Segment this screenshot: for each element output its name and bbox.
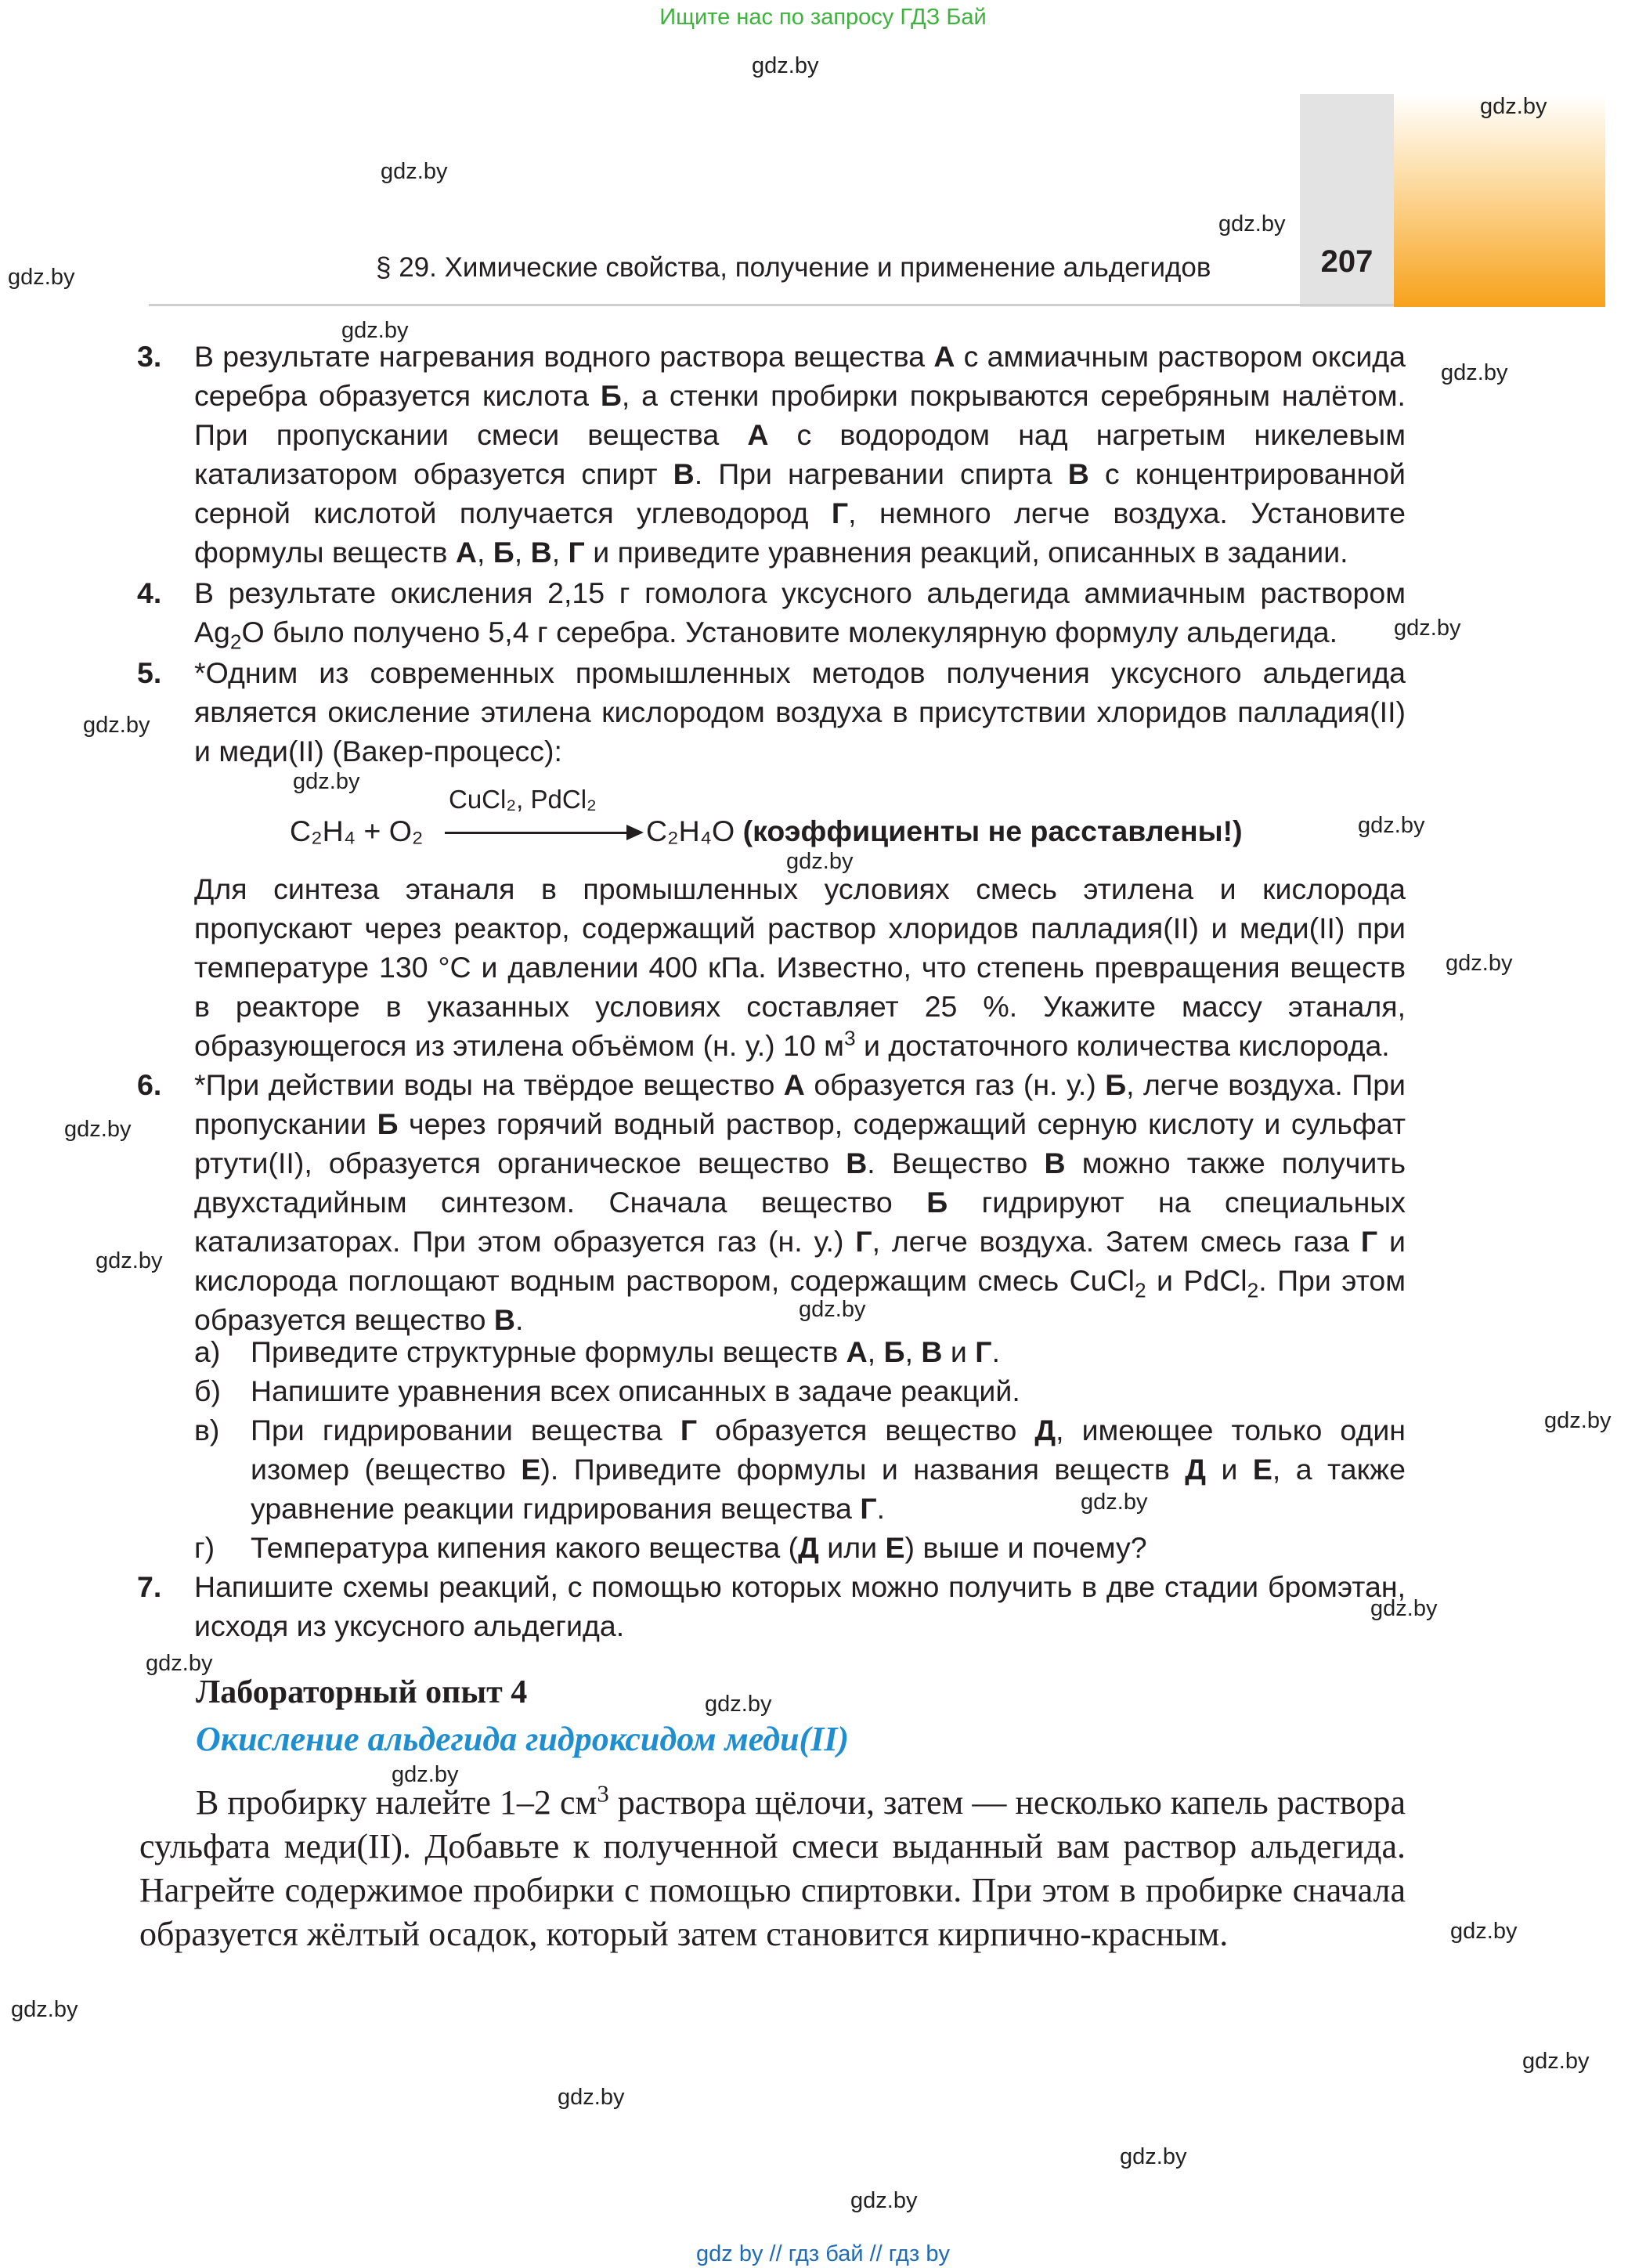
watermark: gdz.by — [381, 159, 448, 184]
watermark: gdz.by — [1522, 2049, 1590, 2074]
watermark: gdz.by — [83, 713, 150, 738]
watermark: gdz.by — [786, 849, 854, 874]
watermark: gdz.by — [1394, 616, 1461, 641]
task-6-item-a: а) Приведите структурные формулы веществ А, Б, В и Г. — [194, 1335, 1000, 1368]
watermark: gdz.by — [1544, 1408, 1612, 1433]
watermark: gdz.by — [1081, 1490, 1148, 1515]
watermark: gdz.by — [1358, 813, 1425, 838]
task-text: Напишите схемы реакций, с помощью которых можно получить в две стадии бромэтан, исходя из уксусного альдегида. — [194, 1570, 1406, 1642]
header-divider — [149, 304, 1394, 306]
task-3 — [137, 337, 1406, 572]
watermark: gdz.by — [146, 1651, 213, 1676]
lab-title: Лабораторный опыт 4 — [196, 1674, 528, 1710]
task-text: В результате нагревания водного раствора вещества А с аммиачным раствором оксида серебра образуется кислота Б, а стенки пробирки покрываются серебряным налётом. При пропускании смеси вещества А с водородом над нагретым никелевым катализатором образуется спирт В. При нагревании спирта В с концентрированной серной кислотой получается углеводород Г, немного легче воздуха. Установите формулы веществ А, Б, В, Г и приведите уравнения реакций, описанных в задании. — [194, 340, 1406, 569]
reaction-arrow — [445, 832, 637, 834]
task-text: *При действии воды на твёрдое вещество А образуется газ (н. у.) Б, легче воздуха. При пропускании Б через горячий водный раствор, содержащий серную кислоту и сульфат ртути(II), образуется органическое вещество В. Вещество В можно также получить двухстадийным синтезом. Сначала вещество Б гидрируют на специальных катализаторах. При этом образуется газ (н. у.) Г, легче воздуха. Затем смесь газа Г и кислорода поглощают водным раствором, содержащим смесь CuCl$_2$ и PdCl$_2$. При этом образуется вещество В. — [194, 1068, 1406, 1336]
watermark: gdz.by — [341, 318, 409, 343]
watermark: gdz.by — [1120, 2144, 1187, 2169]
watermark: gdz.by — [558, 2085, 625, 2110]
task-number: 7. — [137, 1570, 162, 1603]
watermark: gdz.by — [96, 1248, 163, 1273]
task-number: 3. — [137, 340, 162, 373]
task-number: 4. — [137, 576, 162, 609]
watermark: gdz.by — [11, 1997, 78, 2022]
task-5 — [137, 653, 1406, 771]
task-number: 6. — [137, 1068, 162, 1101]
equation-catalyst: CuCl₂, PdCl₂ — [449, 785, 597, 814]
task-6-item-g: г) Температура кипения какого вещества (Д или Е) выше и почему? — [194, 1531, 1147, 1564]
running-title: § 29. Химические свойства, получение и применение альдегидов — [376, 252, 1211, 283]
task-5-continued — [137, 869, 1406, 1065]
task-number: 5. — [137, 656, 162, 689]
watermark: gdz.by — [1446, 951, 1513, 976]
task-6 — [137, 1065, 1406, 1339]
footer-links[interactable]: gdz by // гдз бай // гдз by — [696, 2241, 950, 2266]
chapter-color-tab — [1394, 94, 1605, 307]
site-banner[interactable]: Ищите нас по запросу ГДЗ Бай — [659, 5, 987, 30]
page-number: 207 — [1320, 244, 1373, 279]
equation-products: C₂H₄O (коэффициенты не расставлены!) — [646, 814, 1243, 847]
watermark: gdz.by — [1450, 1919, 1518, 1944]
task-text: *Одним из современных промышленных методов получения уксусного альдегида является окисление этилена кислородом воздуха в присутствии хлоридов палладия(II) и меди(II) (Вакер-процесс): — [194, 656, 1406, 767]
watermark: gdz.by — [1370, 1596, 1438, 1621]
watermark: gdz.by — [1480, 94, 1547, 119]
watermark: gdz.by — [1441, 360, 1508, 385]
task-6-item-b: б) Напишите уравнения всех описанных в задаче реакций. — [194, 1374, 1020, 1407]
task-7 — [137, 1567, 1406, 1645]
watermark: gdz.by — [293, 769, 360, 794]
watermark: gdz.by — [64, 1117, 132, 1142]
task-text: В результате окисления 2,15 г гомолога уксусного альдегида аммиачным раствором $Ag_2O$ было получено 5,4 г серебра. Установите молекулярную формулу альдегида. — [194, 576, 1406, 654]
watermark: gdz.by — [799, 1297, 866, 1322]
watermark: gdz.by — [752, 53, 819, 78]
task-4 — [137, 573, 1406, 652]
watermark: gdz.by — [8, 265, 75, 290]
task-6-item-v: в) При гидрировании вещества Г образуется вещество Д, имеющее только один изомер (вещество Е). Приведите формулы и названия веществ Д и Е, а также уравнение реакции гидрирования вещества Г. — [194, 1414, 1406, 1525]
watermark: gdz.by — [1218, 211, 1286, 237]
watermark: gdz.by — [392, 1762, 459, 1787]
reaction-arrow-head — [626, 825, 644, 840]
equation-note: (коэффициенты не расставлены!) — [742, 814, 1243, 847]
lab-text: В пробирку налейте 1–2 $см^3$ раствора щёлочи, затем — несколько капель раствора сульфата меди(II). Добавьте к полученной смеси выданный вам раствор альдегида. Нагрейте содержимое пробирки с помощью спиртовки. При этом в пробирке сначала образуется жёлтый осадок, который затем становится кирпично-красным. — [139, 1780, 1406, 1953]
task-text: Для синтеза этаналя в промышленных условиях смесь этилена и кислорода пропускают через реактор, содержащий раствор хлоридов палладия(II) и меди(II) при температуре 130 °C и давлении 400 кПа. Известно, что степень превращения веществ в реакторе в указанных условиях составляет 25 %. Укажите массу этаналя, образующегося из этилена объёмом (н. у.) 10 $м^3$ и достаточного количества кислорода. — [194, 872, 1406, 1062]
watermark: gdz.by — [850, 2188, 918, 2213]
equation-reactants: C₂H₄ + O₂ — [290, 814, 424, 847]
watermark: gdz.by — [705, 1692, 772, 1717]
lab-subtitle: Окисление альдегида гидроксидом меди(II) — [196, 1720, 850, 1758]
